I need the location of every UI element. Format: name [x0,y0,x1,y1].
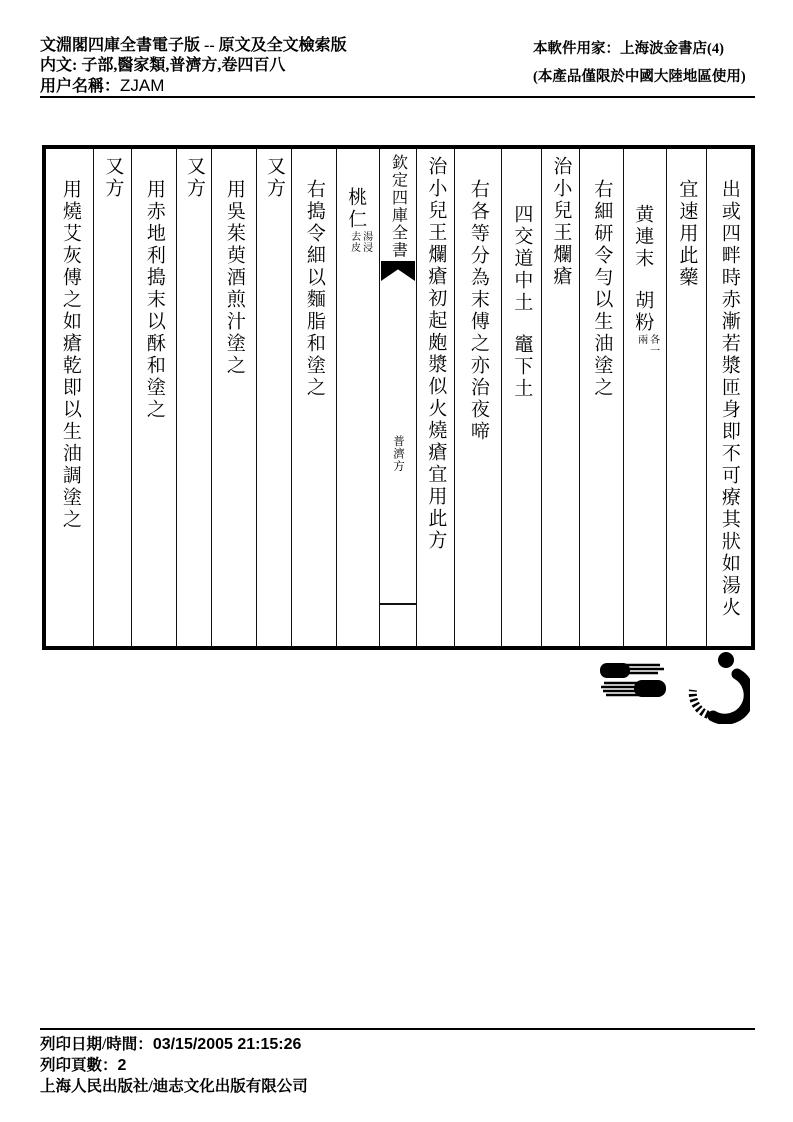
note-right-subcolumn: 湯浸 [360,231,372,253]
column-continuation-text: 出或四畔時赤漸若漿匝身即不可療其狀如湯火 [706,149,751,646]
column-instruction: 用吳茱萸酒煎汁塗之 [211,149,256,646]
publisher-swirl-logo-icon [686,650,750,724]
column-instruction: 右搗令細以麵脂和塗之 [291,149,336,646]
print-pages-value: 2 [117,1057,127,1074]
column-ingredients [336,149,379,646]
print-pages-label: 列印頁數： [40,1057,118,1074]
print-pages-line [40,1055,308,1076]
fishtail-mark-icon [381,261,415,281]
app-title: 文淵閣四庫全書電子版 -- 原文及全文檢索版 [40,37,347,54]
book-page-frame [42,145,755,650]
column-usage-note: 宜速用此藥 [666,149,706,646]
footer-divider-rule [40,1028,755,1030]
colophon-book-title: 普濟方 [392,435,404,473]
header-right-block [533,40,763,86]
user-name-value: ZJAM [120,76,165,95]
column-recipe-title: 治小兒王爛瘡 [541,149,579,646]
ingredient-text: 竈下土 [511,334,533,400]
column-instruction: 右各等分為末傅之亦治夜啼 [454,149,501,646]
column-alt-recipe-label: 又方 [176,149,211,646]
footer-block [40,1034,308,1097]
note-right-subcolumn: 各一 [647,334,659,356]
spacer [521,314,522,334]
restriction-line: (本產品僅限於中國大陸地區使用) [533,69,746,85]
ingredient-text: 黄連末 [632,204,654,270]
column-instruction: 用赤地利搗末以酥和塗之 [131,149,176,646]
column-alt-recipe-label: 又方 [93,149,131,646]
user-label: 用户名稱： [40,78,121,95]
print-date-value: 03/15/2005 21:15:26 [152,1036,302,1053]
stacked-books-logo-icon [598,660,668,702]
note-left-subcolumn: 兩 [635,334,647,345]
ingredient-text: 四交道中土 [511,204,533,314]
column-alt-recipe-label: 又方 [256,149,291,646]
column-recipe-title: 治小兒王爛瘡初起皰漿似火燒瘡宜用此方 [416,149,454,646]
header-left-block [40,36,347,97]
print-date-line [40,1034,308,1055]
column-instruction: 右細研令勻以生油塗之 [579,149,623,646]
colophon-column [379,149,416,646]
column-ingredients [623,149,666,646]
content-breadcrumb: 内文: 子部,醫家類,普濟方,卷四百八 [40,57,286,74]
print-date-label: 列印日期/時間： [40,1036,153,1053]
colophon-series-title: 欽定四庫全書 [389,154,407,259]
header-divider-rule [40,96,755,98]
user-line [40,76,347,97]
licensee-line: 本軟件用家：上海波金書店(4) [533,41,724,57]
dosage-note [635,334,659,356]
column-instruction: 用燒艾灰傅之如瘡乾即以生油調塗之 [59,179,81,531]
column-ingredients [501,149,541,646]
publisher-line: 上海人民出版社/迪志文化出版有限公司 [40,1078,308,1095]
ingredient-text: 桃仁 [345,187,367,231]
note-left-subcolumn: 去皮 [348,231,360,253]
colophon-divider [380,603,416,605]
ingredient-text: 胡粉 [632,290,654,334]
preparation-note [348,231,372,253]
spacer [642,270,643,290]
